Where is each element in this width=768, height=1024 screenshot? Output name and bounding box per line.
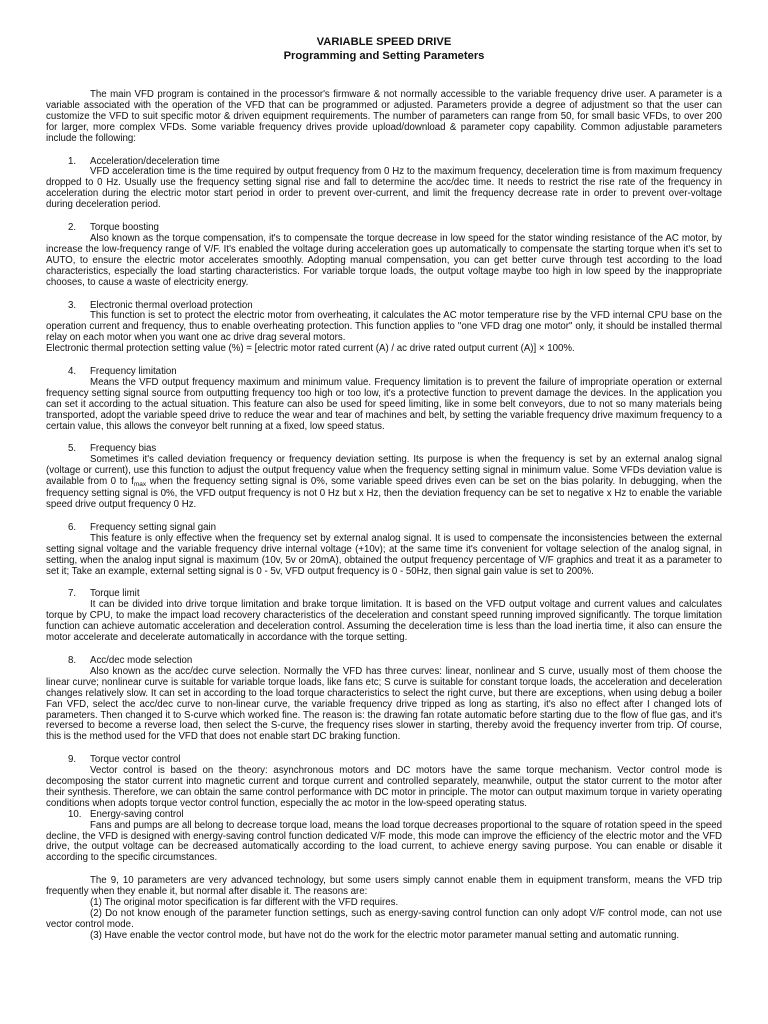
item-heading: Torque vector control (90, 754, 181, 766)
item-number: 1. (68, 155, 77, 167)
closing-intro: The 9, 10 parameters are very advanced technology, but some users simply cannot enable them in equipment transform, means the VFD trip frequently when they enable it, but normal after disable it. The reasons are: (46, 875, 722, 898)
item-number: 7. (68, 588, 77, 600)
item-heading: Electronic thermal overload protection (90, 299, 253, 311)
item-heading: Acceleration/deceleration time (90, 155, 220, 167)
item-heading: Torque boosting (90, 222, 159, 234)
parameter-item-9 (46, 755, 722, 810)
item-number: 3. (68, 299, 77, 311)
item-heading: Torque limit (90, 588, 140, 600)
item-heading: Energy-saving control (90, 808, 184, 820)
thermal-formula: Electronic thermal protection setting value (%) = [electric motor rated current (A) / ac drive rated output current (A)] × 100%. (46, 343, 575, 355)
item-number: 2. (68, 222, 77, 234)
item-body: Also known as the acc/dec curve selection. Normally the VFD has three curves: linear, nonlinear and S curve, usually most of them choose the linear curve; nonlinear curve is suitable for variable torque loads, like fans etc; S curve is suitable for constant torque loads, the acceleration and deceleration changes relatively slow. It can set in according to the load torque characteristics to select the right curve, but there are exceptions, when using debug a boiler Fan VFD, select the acc/dec curve to non-linear curve, the variable frequency drive tripped as long as starting, it's also no effect after I changed lots of parameters. Then changed it to S-curve which worked fine. The reason is: the drawing fan rotate automatic before starting due to the flow of flue gas, and it's reversed to become a reverse load, then select the S-curve, the frequency rises slower in starting, thereby avoid the frequency inverter from trip. Of course, this is the method used for the VFD that does not enable start DC braking function. (46, 665, 722, 743)
closing-section (46, 876, 722, 941)
parameter-item-8 (46, 656, 722, 743)
reason-3: (3) Have enable the vector control mode, but have not do the work for the electric motor parameter manual setting and automatic running. (90, 929, 680, 941)
parameter-item-10 (46, 810, 722, 865)
item-body: This feature is only effective when the frequency set by external analog signal. It is used to compensate the inconsistencies between the external setting signal voltage and the variable frequency drive internal voltage (+10v); at the same time it's convenient for voltage selection of the analog signal, in setting, when the analog input signal is maximum (10v, 5v or 20mA), obtained the output frequency percentage of V/F graphics and treat it as a parameter to set it; Take an example, external setting signal is 0 - 5v, VFD output frequency is 0 - 50Hz, then signal gain value is set to 200%. (46, 532, 722, 577)
page-title: VARIABLE SPEED DRIVE (316, 36, 452, 48)
parameter-item-1 (46, 157, 722, 212)
item-body: Vector control is based on the theory: asynchronous motors and DC motors have the same torque mechanism. Vector control mode is decomposing the stator current into magnetic current and torque current and controlled separately, meanwhile, output the stator current to the motor after their synthesis. Therefore, we can obtain the same control performance with DC motor in principle. The motor can output maximum torque in variety operating conditions when adopts torque vector control function, especially the ac motor in the low-speed operating status. (46, 765, 722, 809)
parameter-item-7 (46, 589, 722, 644)
item-number: 9. (68, 754, 77, 766)
reason-2: (2) Do not know enough of the parameter function settings, such as energy-saving control function can only adopt V/F control mode, can not use vector control mode. (46, 908, 722, 930)
item-body: Also known as the torque compensation, it's to compensate the torque decrease in low speed for the stator winding resistance of the AC motor, by increase the low-frequency range of V/F. It's enabled the voltage during acceleration goes up automatically to compensate the starting torque when it's set to AUTO, to ensure the electric motor accelerates smoothly. Adopting manual compensation, you can get better curve through test according to the load characteristics, especially the load starting characteristics. For variable torque loads, the output voltage maybe too high in low speed by the inappropriate chooses, to cause a waste of electricity energy. (46, 232, 722, 288)
parameter-item-2 (46, 223, 722, 288)
item-body: Means the VFD output frequency maximum and minimum value. Frequency limitation is to prevent the failure of impropriate operation or external frequency setting signal source from outputting frequency too high or too low, it's a protective function to prevent damage the devices. In the application you can set it according to the actual situation. This feature can also be used for speed limiting, like in some belt conveyors, due to not so many materials being transported, adopt the variable speed drive to reduce the wear and tear of machines and belt, by setting the variable frequency drive maximum frequency to a certain value, this allows the conveyor belt running at a fixed, low speed status. (46, 376, 722, 432)
item-heading: Acc/dec mode selection (90, 654, 193, 666)
title-block (46, 36, 722, 63)
item-number: 4. (68, 366, 77, 378)
page-subtitle: Programming and Setting Parameters (283, 49, 485, 62)
item-body: This function is set to protect the electric motor from overheating, it calculates the AC motor temperature rise by the VFD internal CPU base on the operation current and frequency, thus to enable overheating protection. This function applies to "one VFD drag one motor" only, it should be installed thermal relay on each motor when you want one ac drive drag several motors. (46, 310, 722, 344)
parameter-item-4 (46, 367, 722, 432)
item-number: 8. (68, 654, 77, 666)
item-number: 5. (68, 443, 77, 455)
item-number: 10. (68, 808, 82, 820)
item-heading: Frequency limitation (90, 366, 177, 378)
item-body (46, 455, 722, 511)
reason-1: (1) The original motor specification is far different with the VFD requires. (90, 897, 399, 909)
parameter-item-3 (46, 301, 722, 356)
item-body: VFD acceleration time is the time required by output frequency from 0 Hz to the maximum frequency, deceleration time is from maximum frequency dropped to 0 Hz. Usually use the frequency setting signal rise and fall to determine the acc/dec time. It needs to restrict the rise rate of the frequency in acceleration during the electric motor start period in order to prevent over-current, and limit the frequency decrease rate in order to prevent over-voltage during deceleration period. (46, 166, 722, 211)
item-body: Fans and pumps are all belong to decrease torque load, means the load torque decreases proportional to the square of rotation speed in the speed decline, the VFD is designed with energy-saving control function dedicated V/F mode, this mode can improve the efficiency of the electric motor and the VFD drive, the output voltage can be decreased automatically according to the load current, to achieve energy saving purpose. You can enable or disable it according to the specific circumstances. (46, 819, 722, 864)
intro-paragraph: The main VFD program is contained in the processor's firmware & not normally accessible to the variable frequency drive user. A parameter is a variable associated with the operation of the VFD that can be programmed or adjusted. Parameters provide a degree of adjustment so that the user can customize the VFD to suit specific motor & driven equipment requirements. The number of parameters can range from 50, for small basic VFDs, to over 200 for larger, more complex VFDs. Some variable frequency drives provide upload/download & parameter copy capability. Common adjustable parameters include the following: (46, 89, 722, 144)
parameter-item-6 (46, 523, 722, 578)
item-heading: Frequency setting signal gain (90, 521, 217, 533)
item-body-part-a: Sometimes it's called deviation frequency or frequency deviation setting. Its purpose is when the frequency is set by an external analog signal (voltage or current), use this function to adjust the output frequency value when the frequency setting signal in minimum value. Some VFDs deviation value is available from 0 to f (46, 454, 722, 488)
item-body: It can be divided into drive torque limitation and brake torque limitation. It is based on the VFD output voltage and current values and calculates torque by CPU, to make the impact load recovery characteristics of the deceleration and constant speed running improved significantly. The torque limitation function can achieve automatic acceleration and deceleration control. Assuming the deceleration time is less than the load inertia time, it also can ensure the motor accelerate and decelerate automatically in accordance with the torque setting. (46, 599, 722, 644)
item-body-part-b: when the frequency setting signal is 0%, some variable speed drives even can be set on the bias polarity. In debugging, when the frequency setting signal is 0%, the VFD output frequency is not 0 Hz but x Hz, then the deviation frequency can be set to negative x Hz to enable the variable speed drive output frequency 0 Hz. (46, 476, 722, 510)
fmax-subscript: max (133, 481, 147, 489)
item-heading: Frequency bias (90, 443, 157, 455)
item-number: 6. (68, 521, 77, 533)
parameter-item-5 (46, 444, 722, 510)
